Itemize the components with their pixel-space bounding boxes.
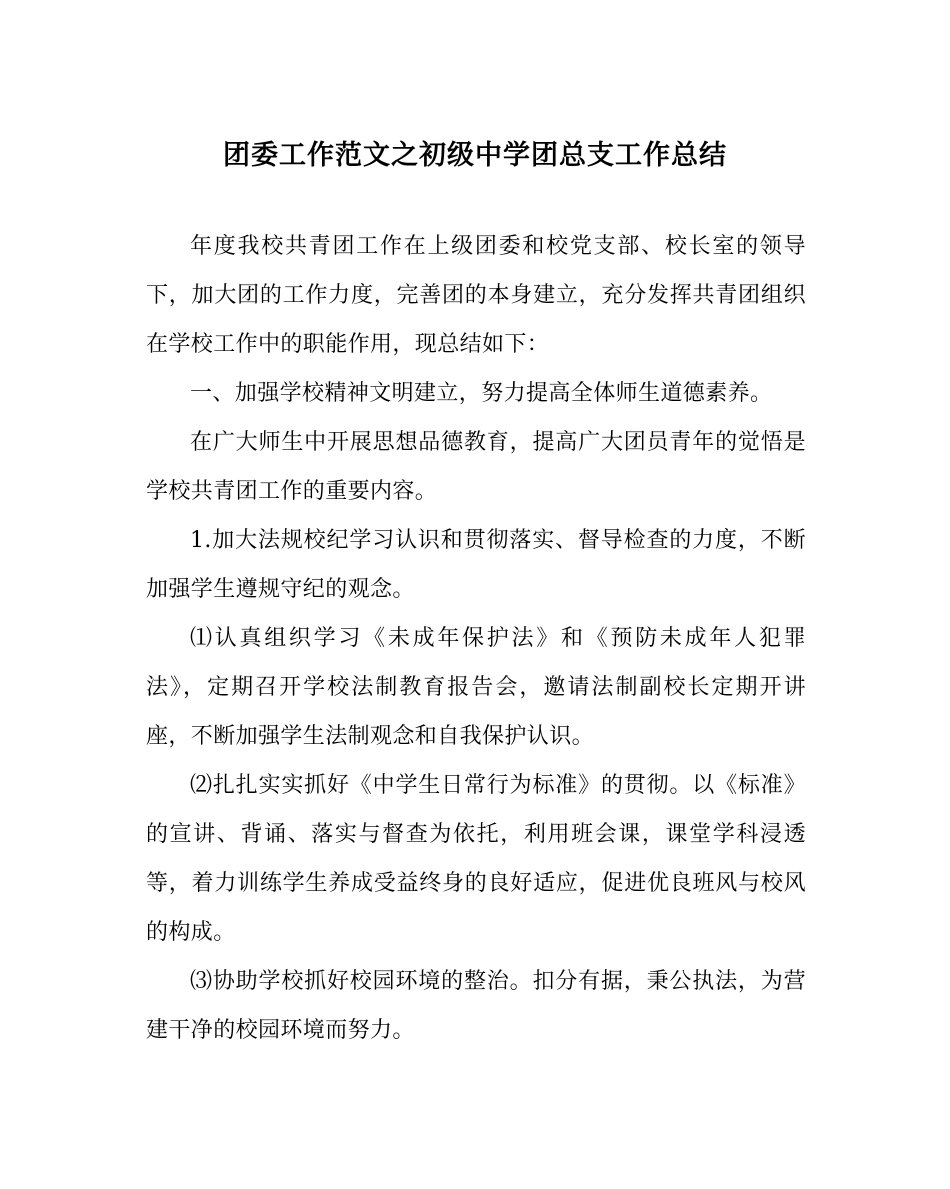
paragraph-subitem-3: ⑶协助学校抓好校园环境的整治。扣分有据，秉公执法，为营建干净的校园环境而努力。 [146, 969, 806, 1043]
document-title: 团委工作范文之初级中学团总支工作总结 [223, 140, 727, 171]
paragraph-section-one-intro: 在广大师生中开展思想品德教育，提高广大团员青年的觉悟是学校共青团工作的重要内容。 [146, 430, 806, 504]
paragraph-subitem-2: ⑵扎扎实实抓好《中学生日常行为标准》的贯彻。以《标准》的宣讲、背诵、落实与督查为依托，利用班会课，课堂学科浸透等，着力训练学生养成受益终身的良好适应，促进优良班风与校风的构成。 [146, 773, 806, 945]
paragraph-section-one-heading: 一、加强学校精神文明建立，努力提高全体师生道德素养。 [190, 381, 773, 406]
paragraph-item-1: 1.加大法规校纪学习认识和贯彻落实、督导检查的力度，不断加强学生遵规守纪的观念。 [146, 528, 806, 602]
document-body [146, 222, 806, 1055]
paragraph-intro: 年度我校共青团工作在上级团委和校党支部、校长室的领导下，加大团的工作力度，完善团的本身建立，充分发挥共青团组织在学校工作中的职能作用，现总结如下： [146, 234, 806, 357]
paragraph-subitem-1: ⑴认真组织学习《未成年保护法》和《预防未成年人犯罪法》，定期召开学校法制教育报告会，邀请法制副校长定期开讲座，不断加强学生法制观念和自我保护认识。 [146, 626, 806, 749]
